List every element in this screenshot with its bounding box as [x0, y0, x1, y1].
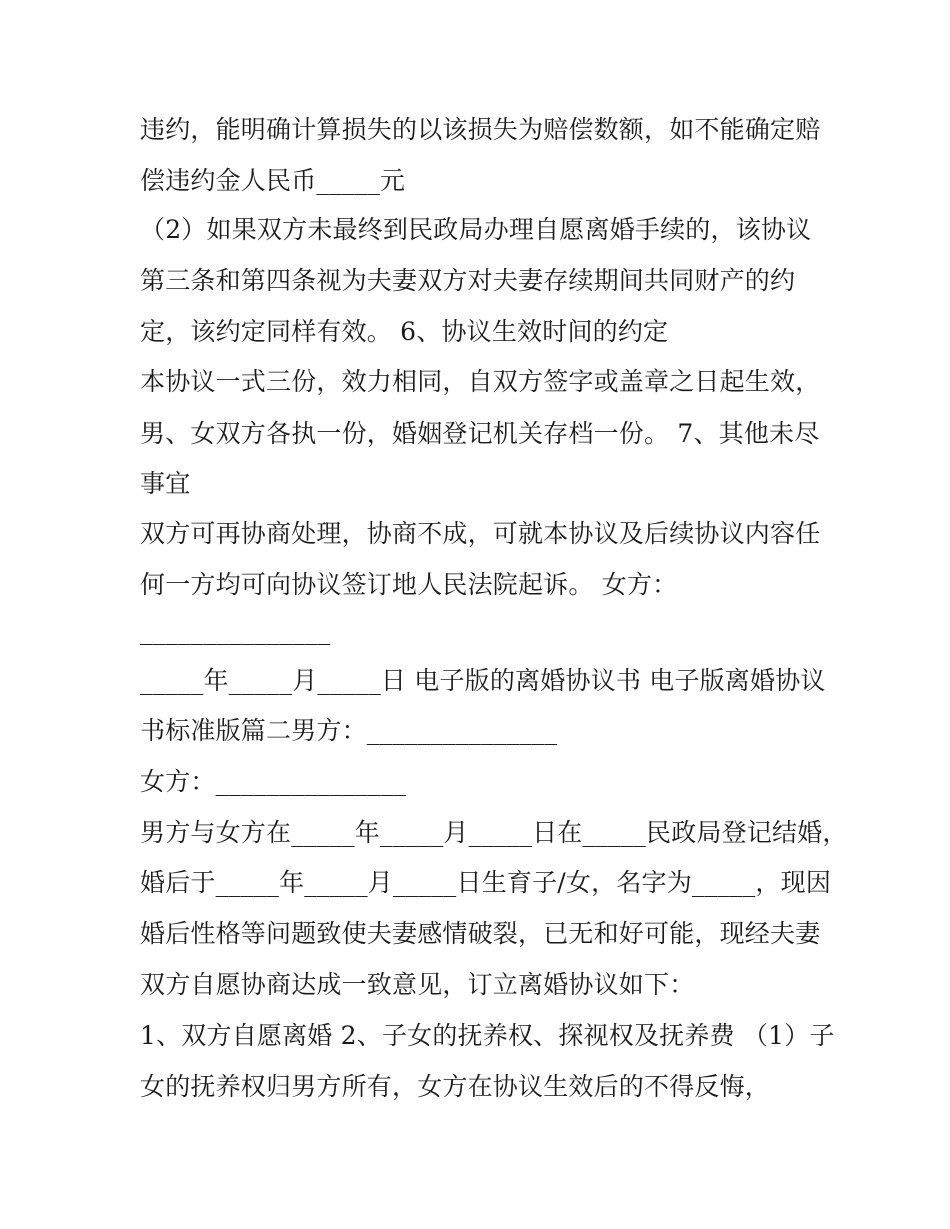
- text-line: 双方可再协商处理，协商不成，可就本协议及后续协议内容任: [140, 519, 821, 548]
- text-line: _____年_____月_____日 电子版的离婚协议书 电子版离婚协议: [140, 666, 826, 695]
- text-line: 何一方均可向协议签订地人民法院起诉。 女方：: [140, 570, 678, 599]
- text-line: 本协议一式三份，效力相同，自双方签字或盖章之日起生效，: [140, 367, 821, 396]
- text-line: 婚后于_____年_____月_____日生育子/女，名字为_____，现因: [140, 868, 832, 897]
- text-line: 男、女双方各执一份，婚姻登记机关存档一份。 7、其他未尽: [140, 419, 820, 448]
- text-line: 女方：_______________: [140, 767, 407, 796]
- text-line: 女的抚养权归男方所有，女方在协议生效后的不得反悔，: [140, 1072, 771, 1101]
- text-line: 1、双方自愿离婚 2、子女的抚养权、探视权及抚养费 （1）子: [140, 1021, 835, 1050]
- text-line: 双方自愿协商达成一致意见，订立离婚协议如下：: [140, 970, 695, 999]
- text-line: 第三条和第四条视为夫妻双方对夫妻存续期间共同财产的约: [140, 266, 796, 295]
- text-line: 偿违约金人民币_____元: [140, 166, 406, 195]
- text-line: 婚后性格等问题致使夫妻感情破裂，已无和好可能，现经夫妻: [140, 919, 821, 948]
- signature-blank: _______________: [140, 616, 331, 645]
- text-line: 定，该约定同样有效。 6、协议生效时间的约定: [140, 317, 669, 346]
- text-line: 书标准版篇二男方：_______________: [140, 716, 558, 745]
- text-line: （2）如果双方未最终到民政局办理自愿离婚手续的，该协议: [140, 215, 812, 244]
- text-line: 违约，能明确计算损失的以该损失为赔偿数额，如不能确定赔: [140, 115, 821, 144]
- text-line: 事宜: [140, 469, 191, 498]
- text-line: 男方与女方在_____年_____月_____日在_____民政局登记结婚，: [140, 818, 848, 847]
